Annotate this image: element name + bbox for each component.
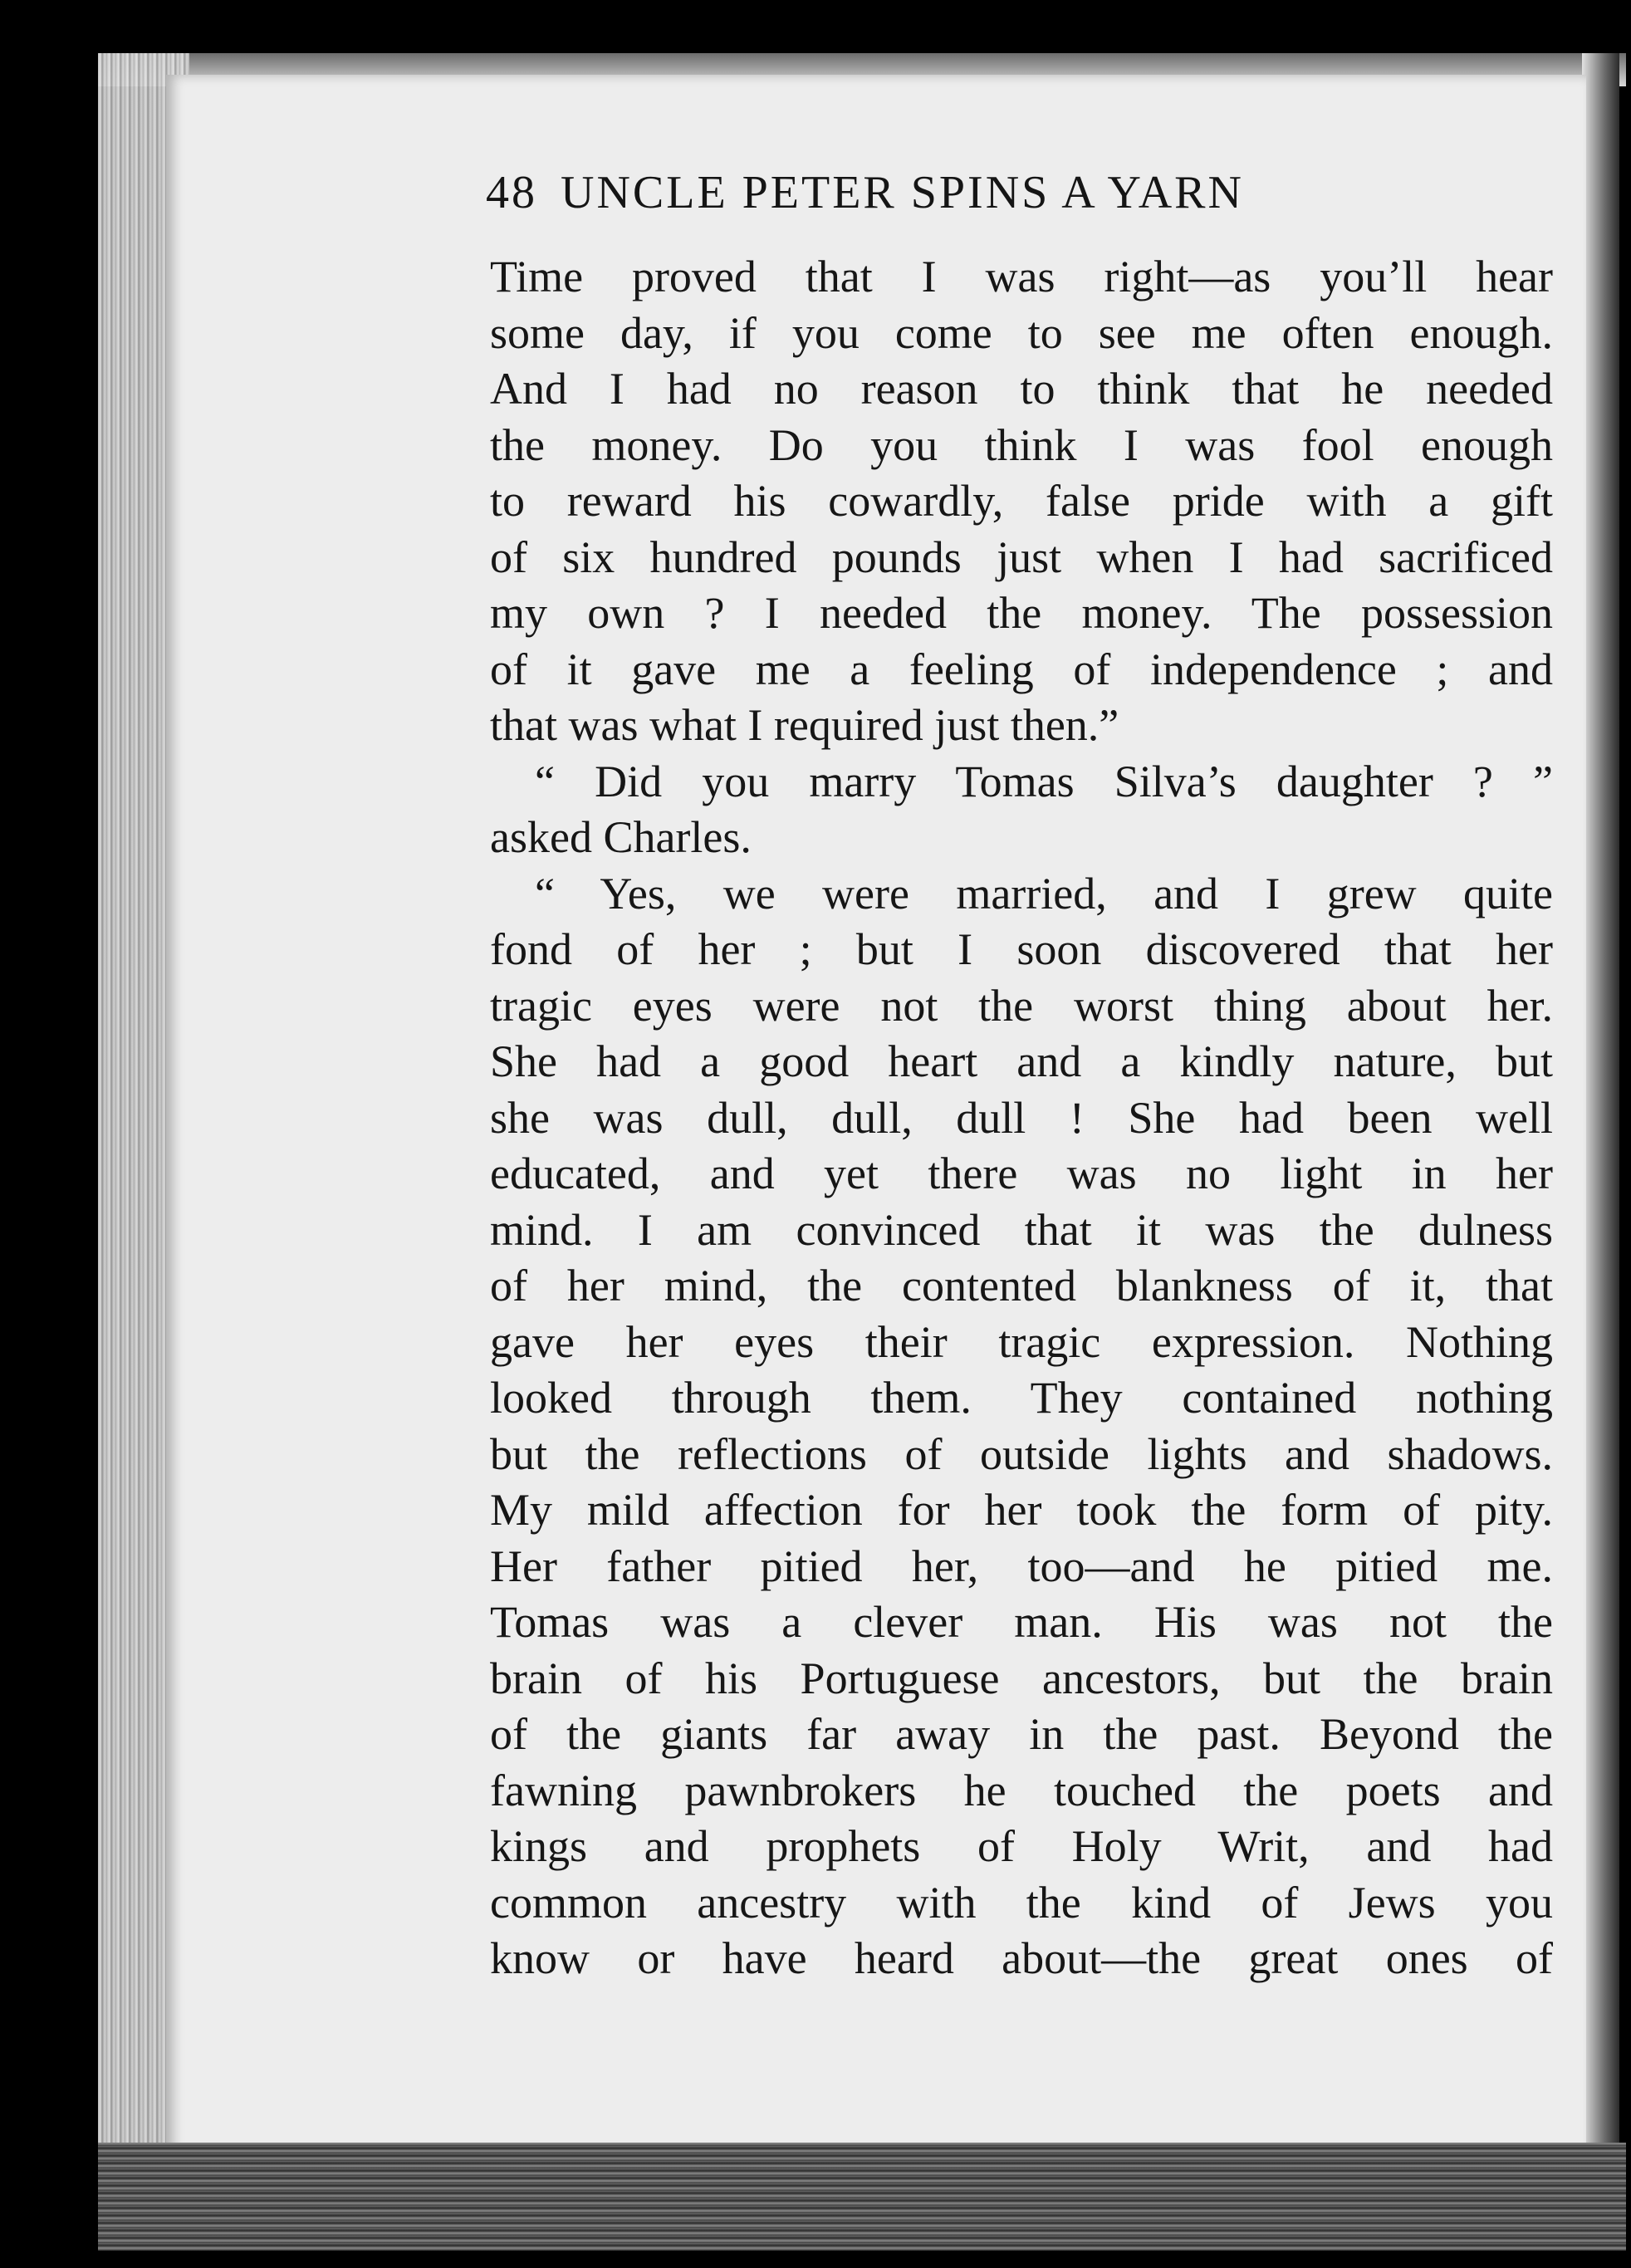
text-line: educated, and yet there was no light in her: [490, 1149, 1553, 1198]
text-line: the money. Do you think I was fool enough: [490, 419, 1553, 470]
text-line: of six hundred pounds just when I had sacrificed: [490, 531, 1553, 582]
text-line: looked through them. They contained nothing: [490, 1373, 1553, 1423]
text-line: “ Yes, we were married, and I grew quite: [535, 868, 1553, 918]
text-line: to reward his cowardly, false pride with a gift: [490, 476, 1553, 526]
text-line: common ancestry with the kind of Jews you: [490, 1877, 1553, 1928]
body-text: [490, 249, 1553, 1987]
book-bottom-edge: [98, 2143, 1626, 2251]
text-line: of her mind, the contented blankness of it, that: [490, 1261, 1553, 1310]
text-line: she was dull, dull, dull ! She had been well: [490, 1092, 1553, 1143]
text-line: that was what I required just then.”: [490, 700, 1119, 750]
running-head: [486, 166, 1441, 219]
text-line: kings and prophets of Holy Writ, and had: [490, 1821, 1553, 1871]
text-line: know or have heard about—the great ones of: [490, 1933, 1553, 1983]
text-line: but the reflections of outside lights and shadows.: [490, 1428, 1553, 1479]
text-line: of the giants far away in the past. Beyond the: [490, 1709, 1553, 1759]
page-number: 48: [486, 167, 537, 218]
text-line: fond of her ; but I soon discovered that her: [490, 924, 1553, 974]
text-line: of it gave me a feeling of independence ; and: [490, 644, 1553, 694]
text-line: Her father pitied her, too—and he pitied me.: [490, 1541, 1553, 1591]
running-title: UNCLE PETER SPINS A YARN: [561, 167, 1244, 218]
text-line: She had a good heart and a kindly nature, but: [490, 1036, 1553, 1086]
book-right-edge: [1582, 53, 1619, 2212]
text-line: Time proved that I was right—as you’ll hear: [490, 252, 1553, 301]
text-line: My mild affection for her took the form of pity.: [490, 1485, 1553, 1535]
text-line: tragic eyes were not the worst thing about her.: [490, 980, 1553, 1031]
text-line: Tomas was a clever man. His was not the: [490, 1597, 1553, 1647]
text-line: brain of his Portuguese ancestors, but the brain: [490, 1653, 1553, 1703]
text-line: mind. I am convinced that it was the dulness: [490, 1204, 1553, 1255]
text-line: fawning pawnbrokers he touched the poets and: [490, 1765, 1553, 1815]
text-line: my own ? I needed the money. The possession: [490, 588, 1553, 638]
text-line: some day, if you come to see me often enough.: [490, 307, 1553, 358]
text-line: gave her eyes their tragic expression. Nothing: [490, 1316, 1553, 1367]
text-line: “ Did you marry Tomas Silva’s daughter ? ”: [535, 756, 1553, 806]
text-line: asked Charles.: [490, 812, 752, 862]
text-line: And I had no reason to think that he needed: [490, 364, 1553, 414]
